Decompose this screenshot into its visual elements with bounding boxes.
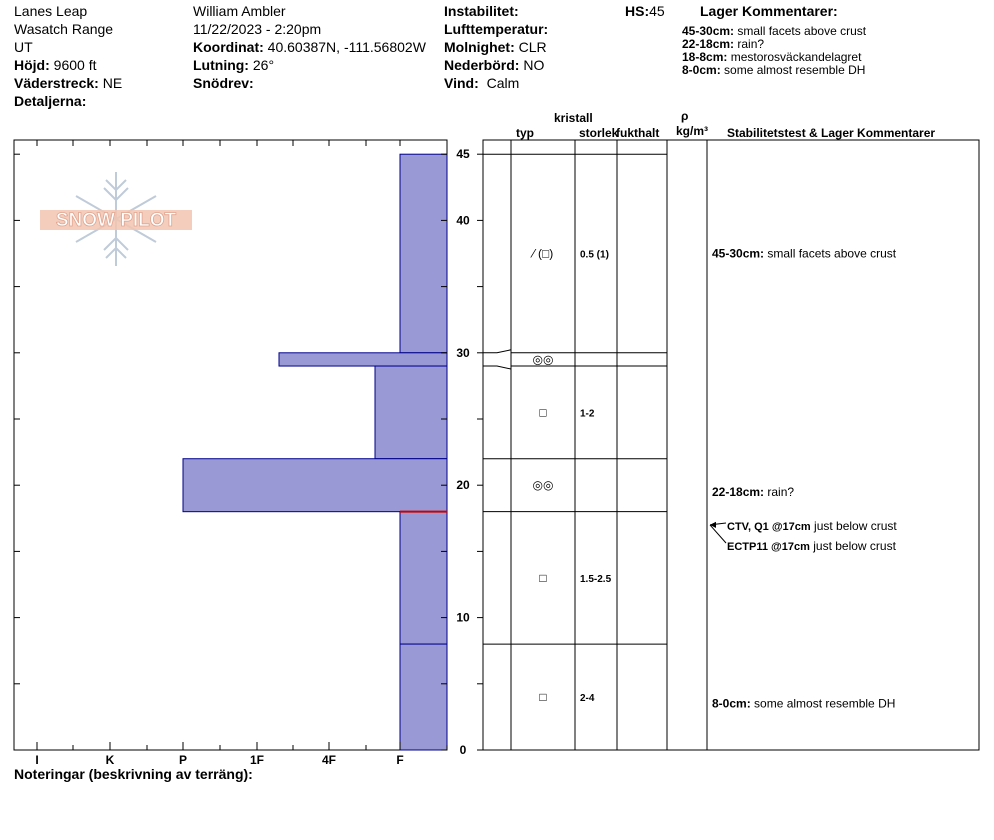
sky-label: Molnighet: <box>444 39 515 55</box>
crystal-size-2: 1-2 <box>580 408 595 420</box>
observer: William Ambler <box>193 3 286 19</box>
elevation-label: Höjd: <box>14 57 50 73</box>
sky-value: CLR <box>518 39 547 55</box>
hardness-label-5: F <box>396 753 404 767</box>
hardness-layer-5 <box>400 644 447 750</box>
rho-header: ρ <box>681 109 689 123</box>
test-arrow-head-1 <box>710 522 716 528</box>
hardness-layer-3 <box>183 459 447 512</box>
details-label: Detaljerna: <box>14 93 87 109</box>
density-header: kg/m³ <box>676 124 709 138</box>
instability-label: Instabilitet: <box>444 3 519 19</box>
layer-comment-1: 22-18cm: rain? <box>712 484 795 499</box>
hardness-layer-1 <box>279 353 447 366</box>
wind-label: Vind: <box>444 75 479 91</box>
aspect-value: NE <box>102 75 123 91</box>
hardness-label-3: 1F <box>249 753 265 767</box>
connector-29 <box>483 366 511 369</box>
precip-value: NO <box>523 57 545 73</box>
crystal-type-1: ◎◎ <box>532 352 554 367</box>
stability-test-1: ECTP11 @17cm just below crust <box>727 539 896 553</box>
slope-label: Lutning: <box>193 57 249 73</box>
depth-label-10: 10 <box>456 610 470 625</box>
location: Lanes Leap <box>14 3 88 19</box>
top-comment-2: 22-18cm: rain? <box>682 37 765 51</box>
crystal-size-0: 0.5 (1) <box>580 249 609 261</box>
layer-comments-title: Lager Kommentarer: <box>700 3 838 19</box>
coord-label: Koordinat: <box>193 39 264 55</box>
crystal-type-0: ⁄ (□) <box>532 246 554 261</box>
hardness-layer-2 <box>375 366 447 459</box>
hardness-label-0: I <box>35 753 39 767</box>
layer-comments <box>712 247 897 711</box>
range: Wasatch Range <box>14 21 114 37</box>
slope-value: 26° <box>252 57 275 73</box>
wind-value: Calm <box>486 75 520 91</box>
state: UT <box>14 39 33 55</box>
depth-label-45: 45 <box>456 147 470 162</box>
layer-comment-0: 45-30cm: small facets above crust <box>712 246 897 261</box>
layer-table-rows <box>530 247 612 705</box>
moisture-header: fukthalt <box>616 126 660 140</box>
snowpilot-logo <box>40 172 192 266</box>
stability-test-0: CTV, Q1 @17cm just below crust <box>727 519 897 533</box>
crystal-size-5: 2-4 <box>580 693 595 705</box>
aspect-label: Väderstreck: <box>14 75 99 91</box>
layer-comment-2: 8-0cm: some almost resemble DH <box>712 696 896 711</box>
hardness-label-2: P <box>178 753 188 767</box>
crystal-type-2: □ <box>539 405 547 420</box>
hardness-layer-4 <box>400 512 447 644</box>
coord-value: 40.60387N, -111.56802W <box>267 39 426 55</box>
airtemp-label: Lufttemperatur: <box>444 21 549 37</box>
top-comment-4: 8-0cm: some almost resemble DH <box>682 63 866 77</box>
stability-header: Stabilitetstest & Lager Kommentarer <box>727 126 936 140</box>
type-header: typ <box>516 126 534 140</box>
elevation-value: 9600 ft <box>53 57 97 73</box>
hs-value: 45 <box>649 3 665 19</box>
top-comment-1: 45-30cm: small facets above crust <box>682 24 867 38</box>
depth-label-30: 30 <box>456 345 470 360</box>
depth-label-40: 40 <box>456 213 470 228</box>
stability-tests <box>710 519 897 553</box>
depth-label-0: 0 <box>459 743 467 757</box>
crystal-header: kristall <box>554 111 593 125</box>
precip-label: Nederbörd: <box>444 57 520 73</box>
connector-30 <box>483 350 511 353</box>
hs-label: HS: <box>625 3 650 19</box>
hardness-label-4: 4F <box>321 753 337 767</box>
drift-label: Snödrev: <box>193 75 254 91</box>
hardness-layers <box>183 154 447 750</box>
layer-table-grid <box>483 140 707 750</box>
top-comment-3: 18-8cm: mestorosväckandelagret <box>682 50 862 64</box>
test-arrow-line-1 <box>710 525 726 543</box>
logo-text: SNOW PILOT <box>55 210 177 231</box>
layer-table-frame <box>483 140 979 750</box>
notes-label: Noteringar (beskrivning av terräng): <box>14 766 253 782</box>
crystal-type-4: □ <box>539 570 547 585</box>
depth-label-20: 20 <box>456 478 470 493</box>
crystal-size-4: 1.5-2.5 <box>580 573 612 585</box>
hardness-label-1: K <box>105 753 115 767</box>
crystal-type-3: ◎◎ <box>532 478 554 493</box>
size-header: storlek <box>579 126 619 140</box>
crystal-type-5: □ <box>539 690 547 705</box>
datetime: 11/22/2023 - 2:20pm <box>193 21 322 37</box>
hardness-layer-0 <box>400 154 447 353</box>
